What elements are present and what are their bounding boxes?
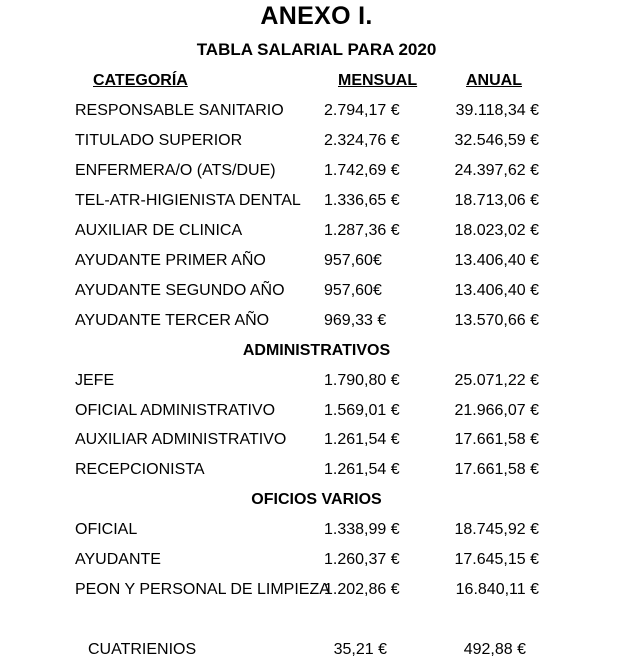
header-monthly: MENSUAL [338,72,418,89]
row-annual: 18.745,92 € [454,521,539,538]
row-category: TITULADO SUPERIOR [75,132,243,149]
table-row [0,192,633,222]
table-row [0,132,633,162]
table-row [0,431,633,461]
footer-category: CUATRIENIOS [88,641,197,658]
footer-monthly: 35,21 € [333,641,387,658]
row-annual: 17.661,58 € [454,461,539,478]
row-annual: 17.645,15 € [454,551,539,568]
row-category: RESPONSABLE SANITARIO [75,102,284,119]
row-monthly: 957,60€ [324,252,382,269]
row-annual: 25.071,22 € [454,372,539,389]
row-monthly: 1.336,65 € [324,192,400,209]
table-row [0,312,633,342]
row-monthly: 1.742,69 € [324,162,400,179]
table-row [0,551,633,581]
row-category: TEL-ATR-HIGIENISTA DENTAL [75,192,301,209]
row-monthly: 969,33 € [324,312,387,329]
row-category: AYUDANTE TERCER AÑO [75,312,270,329]
row-monthly: 2.324,76 € [324,132,400,149]
table-row [0,402,633,432]
row-annual: 24.397,62 € [454,162,539,179]
row-category: AYUDANTE PRIMER AÑO [75,252,266,269]
row-category: AUXILIAR ADMINISTRATIVO [75,431,287,448]
table-subtitle: TABLA SALARIAL PARA 2020 [196,40,437,59]
row-annual: 18.713,06 € [454,192,539,209]
row-annual: 16.840,11 € [455,581,539,598]
table-row [0,222,633,252]
row-category: ENFERMERA/O (ATS/DUE) [75,162,276,179]
row-category: PEON Y PERSONAL DE LIMPIEZA [75,581,330,598]
table-row [0,162,633,192]
table-row [0,282,633,312]
row-category: AYUDANTE [75,551,161,568]
row-annual: 21.966,07 € [454,402,539,419]
table-row [0,461,633,491]
table-row [0,521,633,551]
table-row [0,581,633,611]
row-category: JEFE [75,372,115,389]
row-monthly: 957,60€ [324,282,382,299]
table-row [0,252,633,282]
row-annual: 17.661,58 € [454,431,539,448]
row-annual: 13.406,40 € [454,252,539,269]
footer-annual: 492,88 € [463,641,526,658]
row-category: AUXILIAR DE CLINICA [75,222,243,239]
table-row [0,102,633,132]
section-heading-administrativos: ADMINISTRATIVOS [242,342,391,359]
document-title: ANEXO I. [260,2,373,30]
row-annual: 32.546,59 € [454,132,539,149]
row-monthly: 1.261,54 € [324,431,400,448]
row-annual: 18.023,02 € [454,222,539,239]
row-monthly: 1.202,86 € [324,581,400,598]
row-monthly: 1.260,37 € [324,551,400,568]
row-monthly: 1.338,99 € [324,521,400,538]
row-category: RECEPCIONISTA [75,461,205,478]
table-row [0,372,633,402]
header-category: CATEGORÍA [93,72,188,89]
row-monthly: 1.287,36 € [324,222,400,239]
row-annual: 13.406,40 € [454,282,539,299]
row-annual: 39.118,34 € [455,102,539,119]
section-heading-oficios-varios: OFICIOS VARIOS [251,491,382,508]
row-monthly: 1.790,80 € [324,372,400,389]
row-monthly: 1.569,01 € [324,402,400,419]
row-category: AYUDANTE SEGUNDO AÑO [75,282,285,299]
row-annual: 13.570,66 € [454,312,539,329]
row-monthly: 1.261,54 € [324,461,400,478]
row-monthly: 2.794,17 € [324,102,400,119]
row-category: OFICIAL [75,521,138,538]
header-annual: ANUAL [466,72,522,89]
row-category: OFICIAL ADMINISTRATIVO [75,402,276,419]
